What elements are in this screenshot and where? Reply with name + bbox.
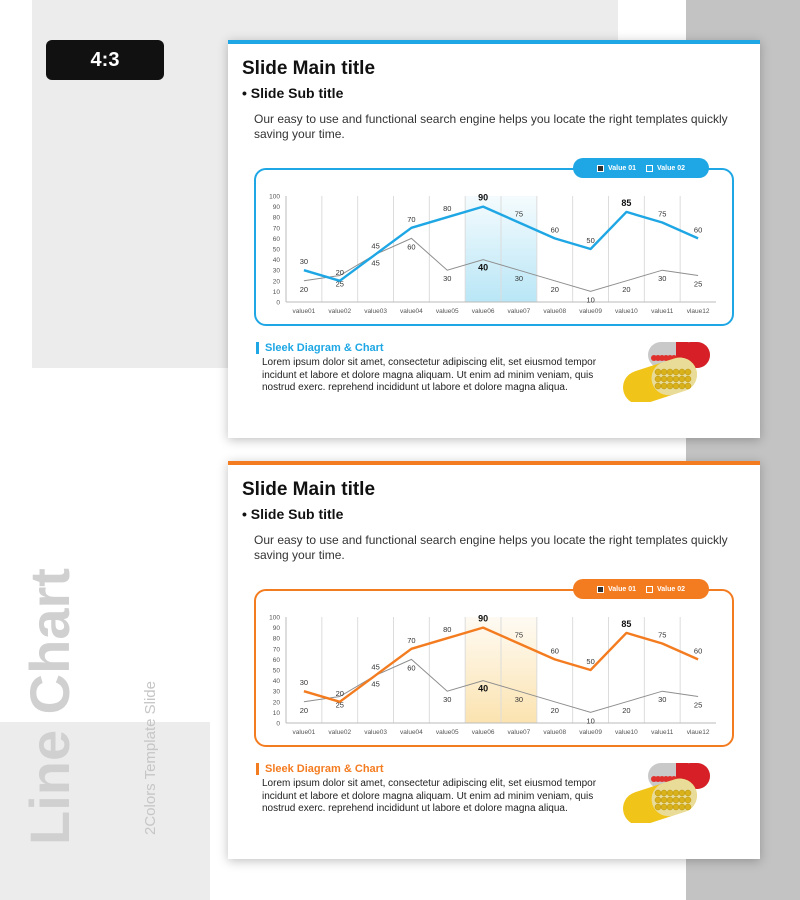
capsule-yellow-bead [685,790,691,796]
legend-label-value02: Value 02 [657,585,686,593]
section-heading: Sleek Diagram & Chart [256,342,384,354]
slide-description: Our easy to use and functional search engine helps you locate the right templates quickly saving your time. [254,533,728,562]
x-tick-label: value09 [579,729,602,736]
capsule-yellow-bead [655,369,661,375]
data-label-value01: 85 [621,618,632,629]
legend-label-value01: Value 01 [607,164,636,172]
x-tick-label: value02 [328,729,352,736]
capsule-yellow-bead [667,804,673,810]
capsule-yellow-bead [661,804,667,810]
y-tick-label: 0 [276,299,280,307]
section-text: Lorem ipsum dolor sit amet, consectetur adipiscing elit, set eiusmod tempor incidunt et labore et dolore magna aliquam. Ut enim ad minim veniam, quis nostrud exerc. reprehend incididunt ut labore et dolore magna aliqua. [262,357,597,393]
capsule-yellow-bead [673,797,679,803]
y-tick-label: 40 [272,257,280,265]
data-label-value01: 60 [550,646,559,656]
y-tick-label: 90 [272,625,280,633]
data-label-value01: 20 [335,688,344,698]
capsule-yellow-bead [667,797,673,803]
capsule-yellow-bead [685,797,691,803]
data-label-value01: 45 [371,241,380,251]
data-label-value02: 30 [514,274,524,284]
data-label-value01: 75 [514,209,524,219]
capsule-yellow-bead [661,369,667,375]
x-tick-label: value07 [507,729,531,736]
y-tick-label: 80 [272,635,280,643]
y-tick-label: 30 [272,688,280,696]
data-label-value01: 80 [443,204,452,214]
y-tick-label: 10 [272,288,280,296]
y-tick-label: 60 [272,235,280,243]
data-label-value01: 50 [586,236,595,245]
slide-accent-bar [228,461,760,465]
y-tick-label: 100 [269,614,280,622]
capsule-yellow-bead [679,797,685,803]
pill-capsule-image [618,759,718,823]
capsule-yellow-bead [667,790,673,796]
data-label-value02: 20 [550,284,559,294]
x-tick-label: value10 [615,308,638,315]
data-label-value01: 75 [658,630,667,640]
x-tick-label: value05 [435,729,459,736]
data-label-value02: 20 [299,705,309,715]
line-chart-frame [254,589,734,747]
data-label-value01: 90 [478,613,489,624]
legend-item-value01 [597,586,636,593]
data-label-value01: 70 [407,635,416,645]
data-label-value02: 25 [693,700,703,710]
data-label-value02: 30 [443,274,452,284]
data-label-value01: 80 [443,625,452,635]
x-tick-label: value09 [579,308,602,315]
legend-label-value01: Value 01 [607,585,636,593]
y-tick-label: 40 [272,678,280,686]
data-label-value02: 20 [299,284,309,294]
data-label-value01: 60 [693,646,703,656]
data-label-value02: 30 [443,695,452,705]
data-label-value01: 85 [621,197,632,208]
data-label-value01: 60 [693,225,703,235]
legend-item-value01 [597,165,636,172]
x-tick-label: value08 [543,729,567,736]
legend-swatch-value01 [597,165,604,172]
capsule-yellow-bead [661,376,667,382]
chart-legend [573,579,709,599]
data-label-value01: 90 [478,192,489,203]
slide-orange[interactable] [228,461,760,859]
y-tick-label: 100 [269,193,280,201]
y-tick-label: 70 [272,646,280,654]
x-tick-label: value06 [471,308,495,315]
capsule-yellow-bead [667,383,673,389]
data-label-value01: 45 [371,662,380,672]
data-label-value01: 70 [407,214,416,224]
x-tick-label: value07 [507,308,531,315]
side-title: Line Chart [18,568,81,845]
data-label-value01: 30 [299,257,309,267]
capsule-yellow-bead [679,804,685,810]
data-label-value02: 45 [371,258,380,268]
y-tick-label: 20 [272,278,280,286]
data-label-value02: 30 [658,274,667,284]
data-label-value02: 30 [514,695,524,705]
capsule-yellow-bead [655,804,661,810]
x-tick-label: value06 [471,729,495,736]
data-label-value02: 25 [335,700,344,710]
data-label-value01: 30 [299,678,309,688]
side-subtitle: 2Colors Template Slide [142,681,159,835]
y-tick-label: 70 [272,225,280,233]
data-label-value02: 10 [586,295,595,305]
line-chart-frame [254,168,734,326]
x-tick-label: value01 [292,729,316,736]
data-label-value01: 60 [550,225,559,235]
y-tick-label: 60 [272,656,280,664]
data-label-value02: 60 [407,663,416,673]
legend-label-value02: Value 02 [657,164,686,172]
capsule-yellow-bead [685,383,691,389]
capsule-yellow-bead [655,797,661,803]
legend-swatch-value02 [646,165,653,172]
slide-main-title: Slide Main title [242,479,376,500]
legend-item-value02 [646,165,685,172]
chart-legend [573,158,709,178]
data-label-value01: 75 [658,209,667,219]
capsule-yellow-bead [661,797,667,803]
x-tick-label: value03 [364,308,387,315]
legend-item-value02 [646,586,685,593]
slide-main-title: Slide Main title [242,58,376,79]
data-label-value02: 10 [586,716,595,726]
capsule-yellow-bead [679,376,685,382]
y-tick-label: 80 [272,214,280,222]
capsule-yellow-bead [679,790,685,796]
y-tick-label: 0 [276,720,280,728]
x-tick-label: value01 [292,308,316,315]
slide-sub-title: • Slide Sub title [242,506,344,522]
capsule-yellow-bead [655,376,661,382]
y-tick-label: 10 [272,709,280,717]
slide-blue[interactable] [228,40,760,438]
capsule-yellow-bead [673,369,679,375]
x-tick-label: value11 [651,729,674,736]
y-tick-label: 50 [272,246,280,254]
data-label-value02: 25 [335,279,344,289]
capsule-yellow-bead [655,383,661,389]
capsule-yellow-bead [673,790,679,796]
capsule-yellow-bead [679,383,685,389]
data-label-value01: 20 [335,267,344,277]
data-label-value02: 20 [550,705,559,715]
slide-sub-title: • Slide Sub title [242,85,344,101]
x-tick-label: vlaue12 [686,308,710,315]
pill-capsule-image [618,338,718,402]
data-label-value02: 40 [478,262,489,273]
legend-swatch-value01 [597,586,604,593]
x-tick-label: value08 [543,308,567,315]
data-label-value02: 20 [622,705,631,715]
y-tick-label: 20 [272,699,280,707]
capsule-yellow-bead [685,804,691,810]
slide-accent-bar [228,40,760,44]
capsule-yellow-bead [667,376,673,382]
line-chart [256,170,732,324]
section-heading: Sleek Diagram & Chart [256,763,384,775]
x-tick-label: value10 [615,729,638,736]
line-chart [256,591,732,745]
x-tick-label: value04 [400,729,423,736]
x-tick-label: value03 [364,729,387,736]
capsule-yellow-bead [679,369,685,375]
aspect-ratio-badge: 4:3 [46,40,164,80]
capsule-yellow-bead [661,790,667,796]
legend-swatch-value02 [646,586,653,593]
data-label-value02: 40 [478,683,489,694]
slide-description: Our easy to use and functional search engine helps you locate the right templates quickly saving your time. [254,112,728,141]
data-label-value01: 50 [586,657,595,666]
capsule-yellow-bead [673,376,679,382]
x-tick-label: value11 [651,308,674,315]
capsule-yellow-bead [685,376,691,382]
capsule-yellow-bead [661,383,667,389]
y-tick-label: 90 [272,204,280,212]
data-label-value02: 60 [407,242,416,252]
data-label-value02: 30 [658,695,667,705]
data-label-value01: 75 [514,630,524,640]
capsule-yellow-bead [673,804,679,810]
capsule-yellow-bead [667,369,673,375]
capsule-yellow-bead [673,383,679,389]
capsule-yellow-bead [685,369,691,375]
y-tick-label: 50 [272,667,280,675]
data-label-value02: 45 [371,679,380,689]
data-label-value02: 25 [693,279,703,289]
x-tick-label: value02 [328,308,352,315]
x-tick-label: vlaue12 [686,729,710,736]
data-label-value02: 20 [622,284,631,294]
section-text: Lorem ipsum dolor sit amet, consectetur adipiscing elit, set eiusmod tempor incidunt et labore et dolore magna aliquam. Ut enim ad minim veniam, quis nostrud exerc. reprehend incididunt ut labore et dolore magna aliqua. [262,778,597,814]
x-tick-label: value05 [435,308,459,315]
y-tick-label: 30 [272,267,280,275]
capsule-yellow-bead [655,790,661,796]
x-tick-label: value04 [400,308,423,315]
